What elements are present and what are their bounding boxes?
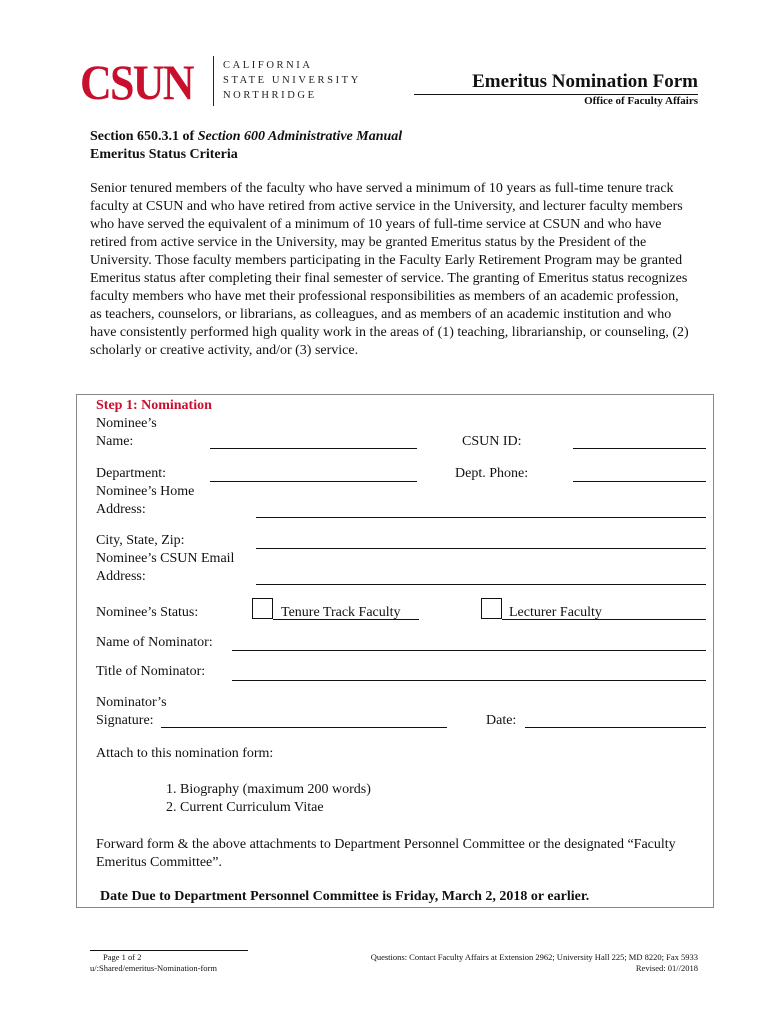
dept-phone-label: Dept. Phone: — [455, 466, 529, 481]
signature-label-1: Nominator’s — [96, 695, 167, 710]
logo-divider — [213, 56, 214, 106]
section-ref: Section 650.3.1 of — [90, 129, 198, 144]
criteria-heading: Emeritus Status Criteria — [90, 147, 238, 162]
city-label: City, State, Zip: — [96, 533, 185, 548]
date-label: Date: — [486, 713, 517, 728]
logo-line-1: CALIFORNIA — [223, 60, 313, 71]
page-number: Page 1 of 2 — [103, 952, 142, 962]
date-input[interactable] — [525, 727, 706, 728]
section-ref-manual: Section 600 Administrative Manual — [197, 129, 403, 144]
name-input[interactable] — [210, 448, 417, 449]
forward-instructions: Forward form & the above attachments to Department Personnel Committee or the designated “Faculty Emeritus Committee”. — [96, 837, 676, 870]
signature-input[interactable] — [161, 727, 447, 728]
email-label-2: Address: — [96, 569, 146, 584]
attach-label: Attach to this nomination form: — [96, 746, 274, 761]
nominator-name-label: Name of Nominator: — [96, 635, 213, 650]
nominator-title-input[interactable] — [232, 680, 706, 681]
signature-label-2: Signature: — [96, 713, 154, 728]
step-heading: Step 1: Nomination — [96, 398, 212, 413]
attachment-item: 2. Current Curriculum Vitae — [166, 800, 324, 815]
csun-id-label: CSUN ID: — [462, 434, 522, 449]
lecturer-label: Lecturer Faculty — [509, 605, 602, 620]
home-address-input[interactable] — [256, 517, 706, 518]
city-input[interactable] — [256, 548, 706, 549]
footer-rule — [90, 950, 248, 951]
csun-id-input[interactable] — [573, 448, 706, 449]
status-label: Nominee’s Status: — [96, 605, 199, 620]
file-path: u/:Shared/emeritus-Nomination-form — [90, 963, 217, 973]
email-input[interactable] — [256, 584, 706, 585]
form-title: Emeritus Nomination Form — [472, 71, 698, 92]
revised-date: Revised: 01//2018 — [635, 963, 698, 973]
attachment-item: 1. Biography (maximum 200 words) — [166, 782, 371, 797]
tenure-checkbox[interactable] — [252, 598, 273, 619]
csun-logo: CSUN — [80, 54, 193, 110]
nominator-name-input[interactable] — [232, 650, 706, 651]
email-label-1: Nominee’s CSUN Email — [96, 551, 235, 566]
office-name: Office of Faculty Affairs — [584, 95, 698, 107]
logo-line-3: NORTHRIDGE — [223, 90, 317, 101]
department-label: Department: — [96, 466, 166, 481]
logo-line-2: STATE UNIVERSITY — [223, 75, 361, 86]
intro-paragraph: Senior tenured members of the faculty who have served a minimum of 10 years as full-time tenure track faculty at CSUN and who have retired from active service in the University, and lecturer faculty members who have served the equivalent of a minimum of 10 years of full-time service at CSUN and who have retired from active service in the University, may be granted Emeritus status by the President of the University. Those faculty members participating in the Faculty Early Retirement Program may be granted Emeritus status after completing their final semester of service. The granting of Emeritus status recognizes faculty members who have met their professional responsibilities as members of an academic profession, as teachers, counselors, or librarians, as colleagues, and as members of an academic institution and who have consistently performed high quality work in the areas of (1) teaching, librarianship, or counseling, (2) scholarly or creative activity, and/or (3) service. — [90, 181, 689, 358]
nominees-label: Nominee’s — [96, 416, 157, 431]
dept-phone-input[interactable] — [573, 481, 706, 482]
department-input[interactable] — [210, 481, 417, 482]
nominator-title-label: Title of Nominator: — [96, 664, 206, 679]
due-date-notice: Date Due to Department Personnel Committee is Friday, March 2, 2018 or earlier. — [100, 889, 590, 904]
section-heading — [90, 128, 402, 164]
lecturer-checkbox[interactable] — [481, 598, 502, 619]
questions-contact: Questions: Contact Faculty Affairs at Extension 2962; University Hall 225; MD 8220; Fax 5933 — [370, 952, 698, 962]
home-address-label-1: Nominee’s Home — [96, 484, 195, 499]
name-label: Name: — [96, 434, 134, 449]
home-address-label-2: Address: — [96, 502, 146, 517]
tenure-label: Tenure Track Faculty — [281, 605, 401, 620]
